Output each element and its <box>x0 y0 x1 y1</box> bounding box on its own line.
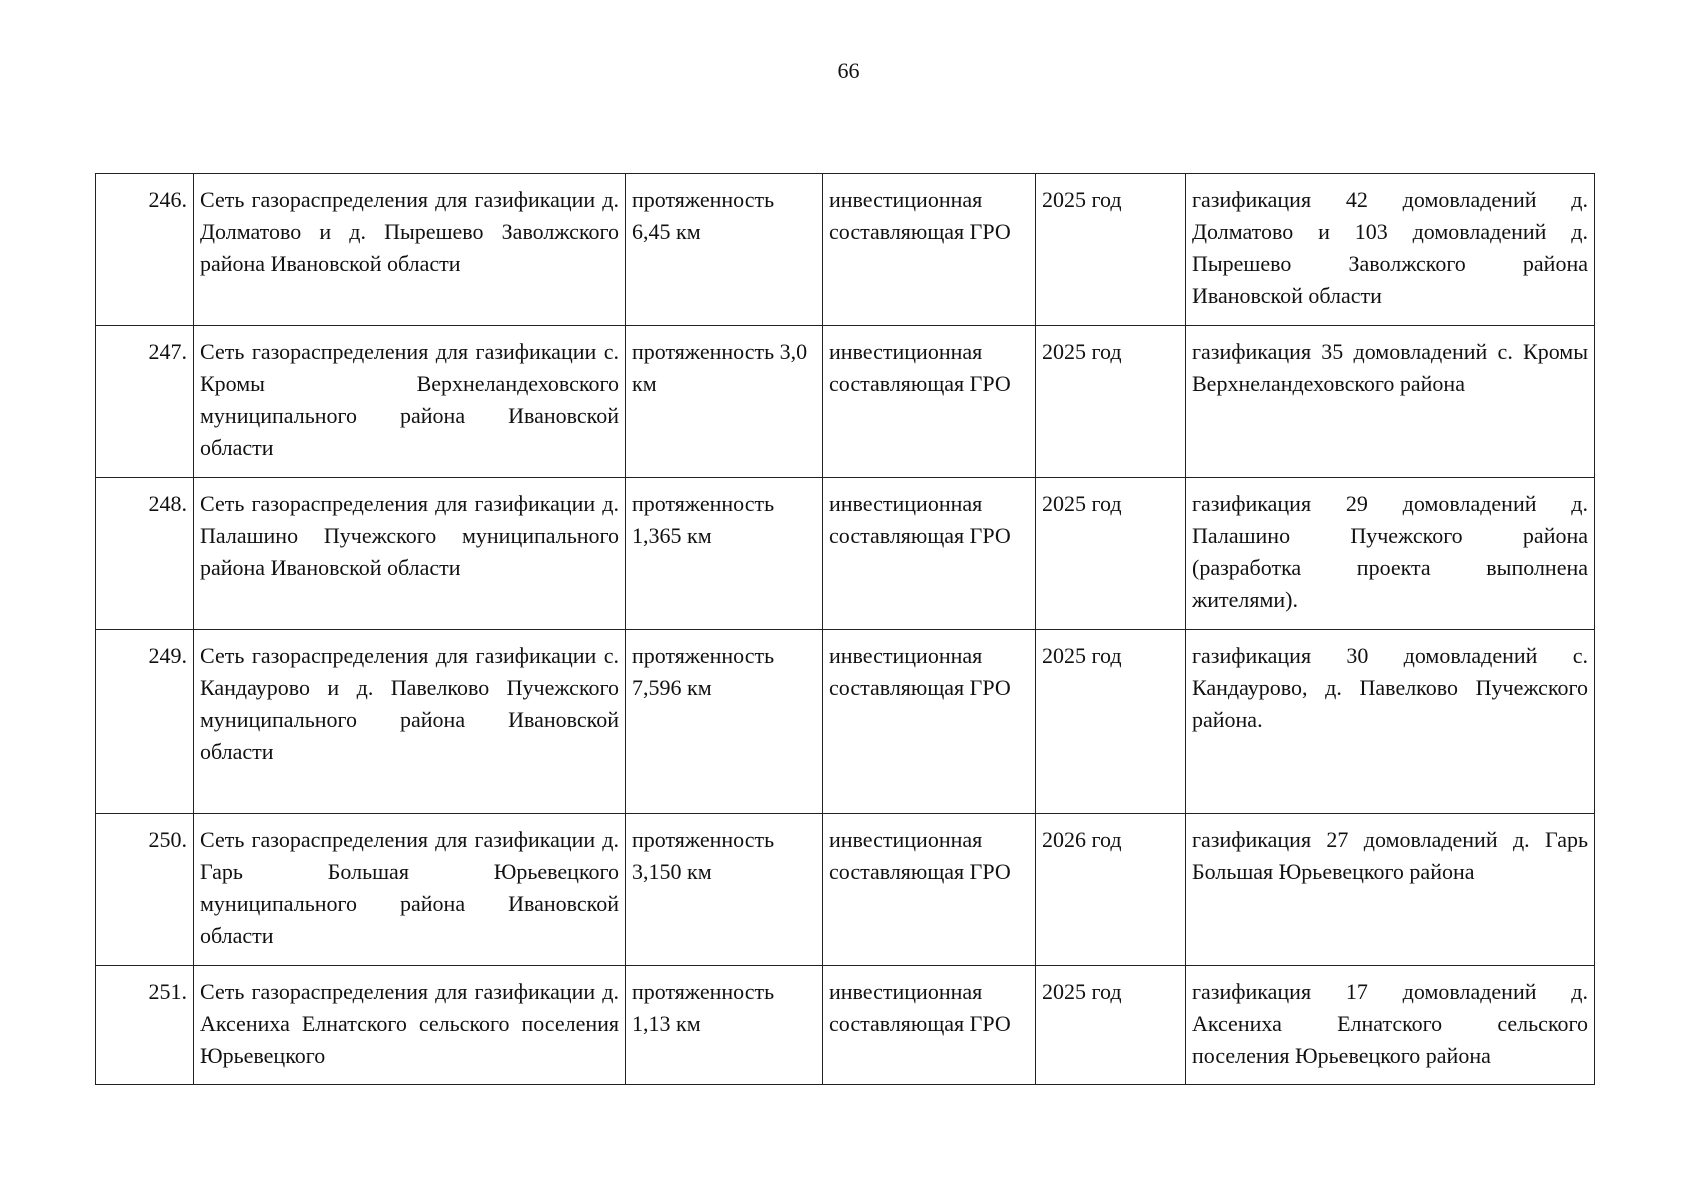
year-cell: 2025 год <box>1036 630 1186 814</box>
row-number: 251. <box>96 966 194 1085</box>
object-name-cell: Сеть газораспределения для газификации д. Аксениха Елнатского сельского поселения Юрьевецкого <box>194 966 626 1085</box>
length-cell: протяженность 1,365 км <box>626 478 823 630</box>
funding-source-cell: инвестиционная составляющая ГРО <box>823 630 1036 814</box>
length-cell: протяженность 1,13 км <box>626 966 823 1085</box>
year-cell: 2026 год <box>1036 814 1186 966</box>
result-cell: газификация 27 домовладений д. Гарь Большая Юрьевецкого района <box>1186 814 1595 966</box>
result-cell: газификация 35 домовладений с. Кромы Верхнеландеховского района <box>1186 326 1595 478</box>
funding-source-cell: инвестиционная составляющая ГРО <box>823 326 1036 478</box>
row-number: 247. <box>96 326 194 478</box>
row-number: 246. <box>96 174 194 326</box>
funding-source-cell: инвестиционная составляющая ГРО <box>823 966 1036 1085</box>
length-cell: протяженность 6,45 км <box>626 174 823 326</box>
table-row <box>96 966 1595 1085</box>
length-cell: протяженность 3,0 км <box>626 326 823 478</box>
year-cell: 2025 год <box>1036 966 1186 1085</box>
year-cell: 2025 год <box>1036 174 1186 326</box>
table-row <box>96 814 1595 966</box>
table-row <box>96 326 1595 478</box>
object-name-cell: Сеть газораспределения для газификации д. Палашино Пучежского муниципального района Ивановской области <box>194 478 626 630</box>
table-row <box>96 630 1595 814</box>
row-number: 248. <box>96 478 194 630</box>
row-number: 250. <box>96 814 194 966</box>
row-number: 249. <box>96 630 194 814</box>
length-cell: протяженность 3,150 км <box>626 814 823 966</box>
funding-source-cell: инвестиционная составляющая ГРО <box>823 478 1036 630</box>
object-name-cell: Сеть газораспределения для газификации д. Долматово и д. Пырешево Заволжского района Ивановской области <box>194 174 626 326</box>
funding-source-cell: инвестиционная составляющая ГРО <box>823 814 1036 966</box>
gas-network-table <box>95 173 1595 1085</box>
table-row <box>96 478 1595 630</box>
year-cell: 2025 год <box>1036 478 1186 630</box>
result-cell: газификация 30 домовладений с. Кандаурово, д. Павелково Пучежского района. <box>1186 630 1595 814</box>
funding-source-cell: инвестиционная составляющая ГРО <box>823 174 1036 326</box>
result-cell: газификация 29 домовладений д. Палашино Пучежского района (разработка проекта выполнена жителями). <box>1186 478 1595 630</box>
page-number: 66 <box>837 58 860 83</box>
object-name-cell: Сеть газораспределения для газификации с. Кромы Верхнеландеховского муниципального района Ивановской области <box>194 326 626 478</box>
year-cell: 2025 год <box>1036 326 1186 478</box>
object-name-cell: Сеть газораспределения для газификации с. Кандаурово и д. Павелково Пучежского муниципального района Ивановской области <box>194 630 626 814</box>
length-cell: протяженность 7,596 км <box>626 630 823 814</box>
object-name-cell: Сеть газораспределения для газификации д. Гарь Большая Юрьевецкого муниципального района Ивановской области <box>194 814 626 966</box>
result-cell: газификация 17 домовладений д. Аксениха Елнатского сельского поселения Юрьевецкого района <box>1186 966 1595 1085</box>
result-cell: газификация 42 домовладений д. Долматово и 103 домовладений д. Пырешево Заволжского района Ивановской области <box>1186 174 1595 326</box>
table-row <box>96 174 1595 326</box>
